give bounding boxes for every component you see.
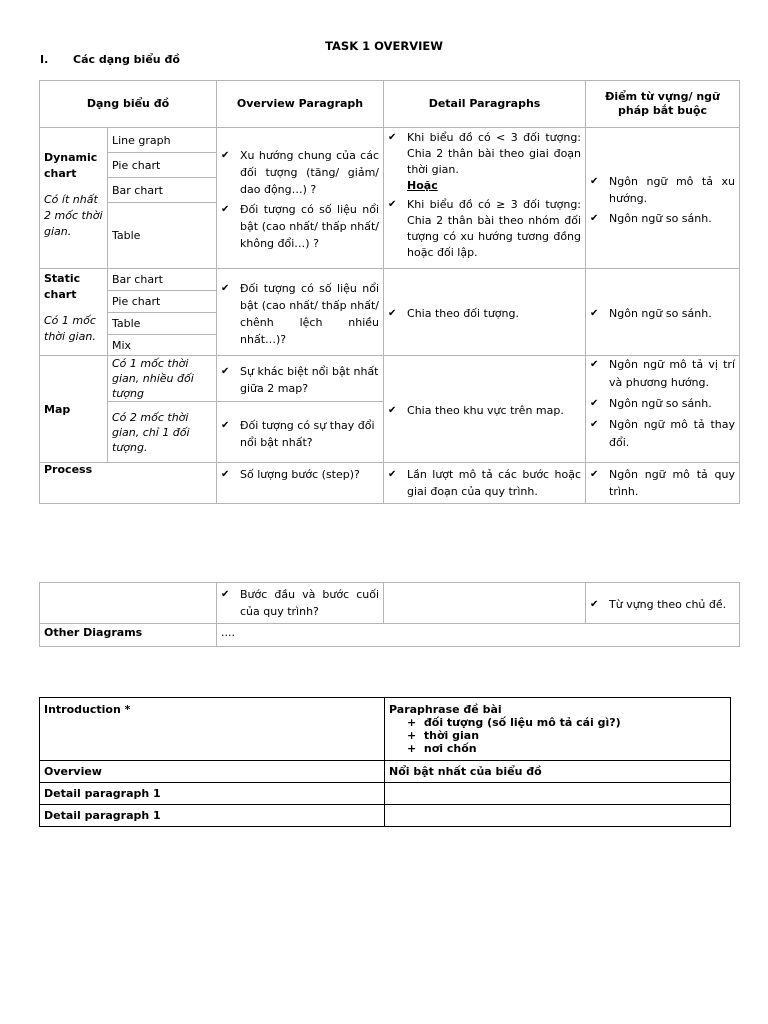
section-heading (40, 53, 180, 66)
process-detail-cell (384, 463, 586, 504)
page-title: TASK 1 OVERVIEW (325, 39, 443, 53)
header-language: Điểm từ vựng/ ngữ pháp bắt buộc (586, 81, 740, 128)
header-chart-type: Dạng biểu đồ (40, 81, 217, 128)
dynamic-chart-cell (40, 128, 108, 269)
static-overview-1: ✔ Đối tượng có số liệu nổi bật (cao nhất/ thấp nhất/ chênh lệch nhiều nhất…)? (221, 280, 379, 348)
dynamic-language-1: ✔ Ngôn ngữ mô tả xu hướng. (590, 173, 735, 207)
process-cont-language-cell (586, 583, 740, 624)
intro-bullet-3: + nơi chốn (407, 742, 477, 755)
map-detail (384, 356, 586, 463)
other-diagrams-label: Other Diagrams (40, 624, 217, 647)
static-language-1: ✔ Ngôn ngữ so sánh. (590, 305, 735, 322)
other-diagrams-value: .... (217, 624, 740, 647)
header-detail: Detail Paragraphs (384, 81, 586, 128)
process-cont-overview-cell (217, 583, 384, 624)
process-cont-detail (384, 583, 586, 624)
map-language (586, 356, 740, 463)
essay-structure-table (39, 697, 731, 827)
process-detail: ✔ Lần lượt mô tả các bước hoặc giai đoạn của quy trình. (388, 466, 581, 500)
static-type-pie: Pie chart (108, 291, 217, 313)
section-label: Các dạng biểu đồ (73, 53, 180, 66)
intro-bullet-1: + đối tượng (số liệu mô tả cái gì?) (407, 716, 621, 729)
detail-paragraph-value (385, 783, 731, 805)
process-cont-overview: ✔ Bước đầu và bước cuối của quy trình? (221, 586, 379, 620)
dynamic-chart-label: Dynamic chart (44, 151, 98, 180)
map-type-2: Có 2 mốc thời gian, chỉ 1 đối tượng. (108, 402, 217, 463)
dynamic-overview-1: ✔ Xu hướng chung của các đối tượng (tăng/ giảm/ dao động…) ? (221, 147, 379, 198)
section-number: I. (40, 53, 49, 66)
dynamic-overview-2: ✔ Đối tượng có số liệu nổi bật (cao nhất/ thấp nhất/ không đổi…) ? (221, 201, 379, 252)
detail-paragraph-label: Detail paragraph 1 (40, 783, 385, 805)
intro-label: Introduction * (40, 698, 385, 761)
static-overview (217, 269, 384, 356)
map-language-3: ✔ Ngôn ngữ mô tả thay đổi. (590, 416, 735, 452)
process-language: ✔ Ngôn ngữ mô tả quy trình. (590, 466, 735, 500)
map-overview-1-cell (217, 356, 384, 402)
dynamic-chart-note: Có ít nhất 2 mốc thời gian. (44, 193, 103, 238)
dynamic-language-2: ✔ Ngôn ngữ so sánh. (590, 210, 735, 227)
detail-paragraph-label: Detail paragraph 1 (40, 805, 385, 827)
static-chart-label: Static chart (44, 272, 81, 301)
map-type-1: Có 1 mốc thời gian, nhiều đối tượng (108, 356, 217, 402)
process-language-cell (586, 463, 740, 504)
map-overview-2: ✔ Đối tượng có sự thay đổi nổi bật nhất? (221, 417, 379, 451)
process-continuation-table (39, 582, 740, 647)
chart-types-table (39, 80, 740, 504)
intro-value-cell (385, 698, 731, 761)
static-chart-note: Có 1 mốc thời gian. (44, 314, 96, 343)
process-cont-empty (40, 583, 217, 624)
static-type-mix: Mix (108, 335, 217, 356)
dynamic-type-bar: Bar chart (108, 178, 217, 203)
map-language-2: ✔ Ngôn ngữ so sánh. (590, 395, 735, 413)
header-overview: Overview Paragraph (217, 81, 384, 128)
static-language (586, 269, 740, 356)
dynamic-type-pie: Pie chart (108, 153, 217, 178)
map-overview-2-cell (217, 402, 384, 463)
dynamic-language (586, 128, 740, 269)
process-overview-cell (217, 463, 384, 504)
dynamic-type-line: Line graph (108, 128, 217, 153)
process-overview: ✔ Số lượng bước (step)? (221, 466, 379, 483)
dynamic-detail-2: ✔ Khi biểu đồ có ≥ 3 đối tượng: Chia 2 thân bài theo nhóm đối tượng có xu hướng tương đồng hoặc đối lập. (388, 197, 581, 261)
static-chart-cell (40, 269, 108, 356)
map-language-1: ✔ Ngôn ngữ mô tả vị trí và phương hướng. (590, 356, 735, 392)
static-type-bar: Bar chart (108, 269, 217, 291)
dynamic-detail-or: Hoặc (407, 179, 438, 192)
map-label: Map (40, 356, 108, 463)
static-detail (384, 269, 586, 356)
static-detail-1: ✔ Chia theo đối tượng. (388, 305, 581, 322)
process-cont-language: ✔ Từ vựng theo chủ đề. (590, 596, 735, 613)
static-type-table: Table (108, 313, 217, 335)
process-label: Process (40, 463, 217, 504)
map-overview-1: ✔ Sự khác biệt nổi bật nhất giữa 2 map? (221, 363, 379, 397)
dynamic-type-table: Table (108, 203, 217, 269)
intro-value: Paraphrase đề bài (389, 703, 502, 716)
dynamic-detail-1: ✔ Khi biểu đồ có < 3 đối tượng: Chia 2 thân bài theo giai đoạn thời gian. (388, 130, 581, 178)
overview-label: Overview (40, 761, 385, 783)
dynamic-overview (217, 128, 384, 269)
overview-value: Nổi bật nhất của biểu đồ (385, 761, 731, 783)
intro-bullet-2: + thời gian (407, 729, 480, 742)
detail-paragraph-value (385, 805, 731, 827)
dynamic-detail (384, 128, 586, 269)
map-detail-1: ✔ Chia theo khu vực trên map. (388, 402, 581, 419)
